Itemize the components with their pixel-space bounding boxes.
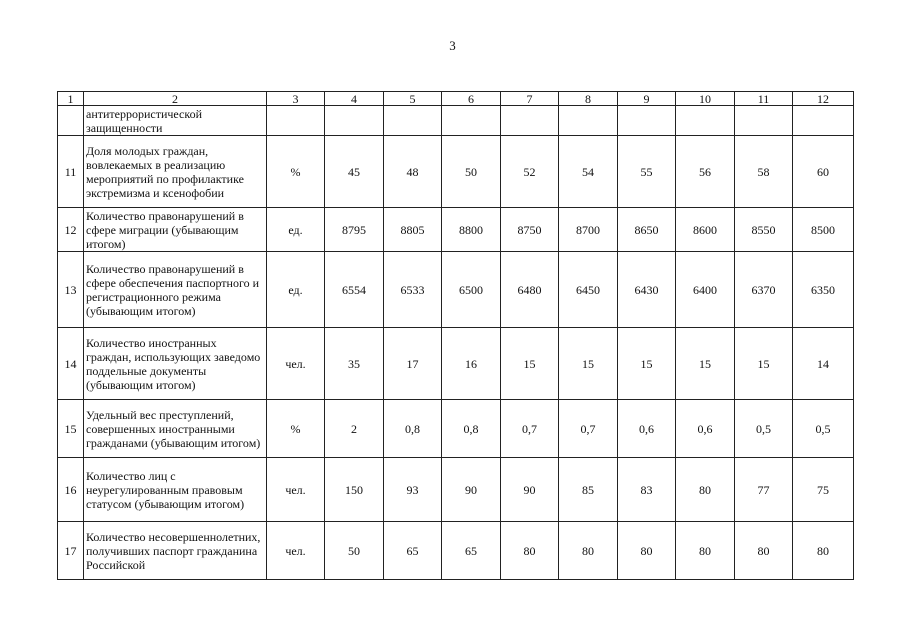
- value-cell: 0,8: [442, 400, 501, 458]
- header-cell: 10: [676, 92, 735, 106]
- unit-cell: чел.: [267, 522, 325, 580]
- value-cell: 14: [793, 328, 854, 400]
- value-cell: 93: [384, 458, 442, 522]
- value-cell: 0,6: [676, 400, 735, 458]
- table-row: [58, 522, 854, 580]
- value-cell: 80: [793, 522, 854, 580]
- value-cell: 8500: [793, 208, 854, 252]
- value-cell: 150: [325, 458, 384, 522]
- value-cell: 2: [325, 400, 384, 458]
- table-header: [58, 92, 854, 106]
- header-cell: 6: [442, 92, 501, 106]
- header-cell: 3: [267, 92, 325, 106]
- page-number: 3: [449, 38, 456, 53]
- value-cell: 6500: [442, 252, 501, 328]
- value-cell: [501, 106, 559, 136]
- value-cell: 0,7: [501, 400, 559, 458]
- table-row: [58, 106, 854, 136]
- value-cell: 90: [442, 458, 501, 522]
- value-cell: [735, 106, 793, 136]
- row-number-cell: [58, 106, 84, 136]
- value-cell: 6554: [325, 252, 384, 328]
- value-cell: 65: [442, 522, 501, 580]
- value-cell: 56: [676, 136, 735, 208]
- unit-cell: чел.: [267, 328, 325, 400]
- value-cell: 17: [384, 328, 442, 400]
- row-number-cell: 15: [58, 400, 84, 458]
- value-cell: 83: [618, 458, 676, 522]
- header-cell: 9: [618, 92, 676, 106]
- header-cell: 1: [58, 92, 84, 106]
- header-cell: 5: [384, 92, 442, 106]
- row-number-cell: 12: [58, 208, 84, 252]
- table-row: [58, 458, 854, 522]
- value-cell: 0,8: [384, 400, 442, 458]
- unit-cell: ед.: [267, 208, 325, 252]
- value-cell: 65: [384, 522, 442, 580]
- value-cell: 8600: [676, 208, 735, 252]
- value-cell: [384, 106, 442, 136]
- value-cell: 50: [442, 136, 501, 208]
- header-cell: 8: [559, 92, 618, 106]
- row-number-cell: 14: [58, 328, 84, 400]
- value-cell: 8700: [559, 208, 618, 252]
- value-cell: 15: [559, 328, 618, 400]
- value-cell: 6350: [793, 252, 854, 328]
- indicator-name-cell: Количество правонарушений в сфере обеспечения паспортного и регистрационного режима (убывающим итогом): [84, 252, 267, 328]
- indicator-name-cell: Доля молодых граждан, вовлекаемых в реализацию мероприятий по профилактике экстремизма и ксенофобии: [84, 136, 267, 208]
- value-cell: 15: [676, 328, 735, 400]
- unit-cell: [267, 106, 325, 136]
- value-cell: 80: [676, 522, 735, 580]
- value-cell: 60: [793, 136, 854, 208]
- indicator-name-cell: Количество иностранных граждан, использующих заведомо поддельные документы (убывающим итогом): [84, 328, 267, 400]
- value-cell: 0,7: [559, 400, 618, 458]
- value-cell: 85: [559, 458, 618, 522]
- value-cell: [559, 106, 618, 136]
- value-cell: 75: [793, 458, 854, 522]
- table-row: [58, 328, 854, 400]
- value-cell: 6370: [735, 252, 793, 328]
- value-cell: 80: [735, 522, 793, 580]
- value-cell: [676, 106, 735, 136]
- indicator-name-cell: Удельный вес преступлений, совершенных иностранными гражданами (убывающим итогом): [84, 400, 267, 458]
- value-cell: 6450: [559, 252, 618, 328]
- value-cell: 6430: [618, 252, 676, 328]
- value-cell: 77: [735, 458, 793, 522]
- value-cell: 15: [735, 328, 793, 400]
- value-cell: 45: [325, 136, 384, 208]
- value-cell: 6533: [384, 252, 442, 328]
- value-cell: 58: [735, 136, 793, 208]
- value-cell: 80: [618, 522, 676, 580]
- header-row: [58, 92, 854, 106]
- header-cell: 7: [501, 92, 559, 106]
- unit-cell: чел.: [267, 458, 325, 522]
- value-cell: 80: [501, 522, 559, 580]
- indicator-name-cell: антитеррористической защищенности: [84, 106, 267, 136]
- row-number-cell: 13: [58, 252, 84, 328]
- value-cell: 54: [559, 136, 618, 208]
- value-cell: 6400: [676, 252, 735, 328]
- value-cell: 8550: [735, 208, 793, 252]
- value-cell: [793, 106, 854, 136]
- value-cell: 80: [676, 458, 735, 522]
- value-cell: 50: [325, 522, 384, 580]
- indicator-name-cell: Количество правонарушений в сфере миграции (убывающим итогом): [84, 208, 267, 252]
- unit-cell: %: [267, 400, 325, 458]
- indicator-name-cell: Количество лиц с неурегулированным правовым статусом (убывающим итогом): [84, 458, 267, 522]
- value-cell: 0,5: [735, 400, 793, 458]
- row-number-cell: 11: [58, 136, 84, 208]
- value-cell: 52: [501, 136, 559, 208]
- row-number-cell: 17: [58, 522, 84, 580]
- value-cell: 0,5: [793, 400, 854, 458]
- header-cell: 11: [735, 92, 793, 106]
- header-cell: 4: [325, 92, 384, 106]
- unit-cell: ед.: [267, 252, 325, 328]
- value-cell: 48: [384, 136, 442, 208]
- indicator-name-cell: Количество несовершеннолетних, получивших паспорт гражданина Российской: [84, 522, 267, 580]
- value-cell: 8805: [384, 208, 442, 252]
- value-cell: [442, 106, 501, 136]
- indicators-table: [57, 91, 854, 580]
- value-cell: 6480: [501, 252, 559, 328]
- value-cell: 8650: [618, 208, 676, 252]
- value-cell: 8800: [442, 208, 501, 252]
- header-cell: 2: [84, 92, 267, 106]
- table-row: [58, 208, 854, 252]
- table-row: [58, 252, 854, 328]
- value-cell: 15: [501, 328, 559, 400]
- value-cell: 8795: [325, 208, 384, 252]
- unit-cell: %: [267, 136, 325, 208]
- value-cell: [325, 106, 384, 136]
- value-cell: 35: [325, 328, 384, 400]
- value-cell: 16: [442, 328, 501, 400]
- row-number-cell: 16: [58, 458, 84, 522]
- table-row: [58, 400, 854, 458]
- table-row: [58, 136, 854, 208]
- value-cell: 55: [618, 136, 676, 208]
- value-cell: [618, 106, 676, 136]
- value-cell: 15: [618, 328, 676, 400]
- value-cell: 0,6: [618, 400, 676, 458]
- value-cell: 8750: [501, 208, 559, 252]
- value-cell: 90: [501, 458, 559, 522]
- value-cell: 80: [559, 522, 618, 580]
- table-body: [58, 106, 854, 580]
- header-cell: 12: [793, 92, 854, 106]
